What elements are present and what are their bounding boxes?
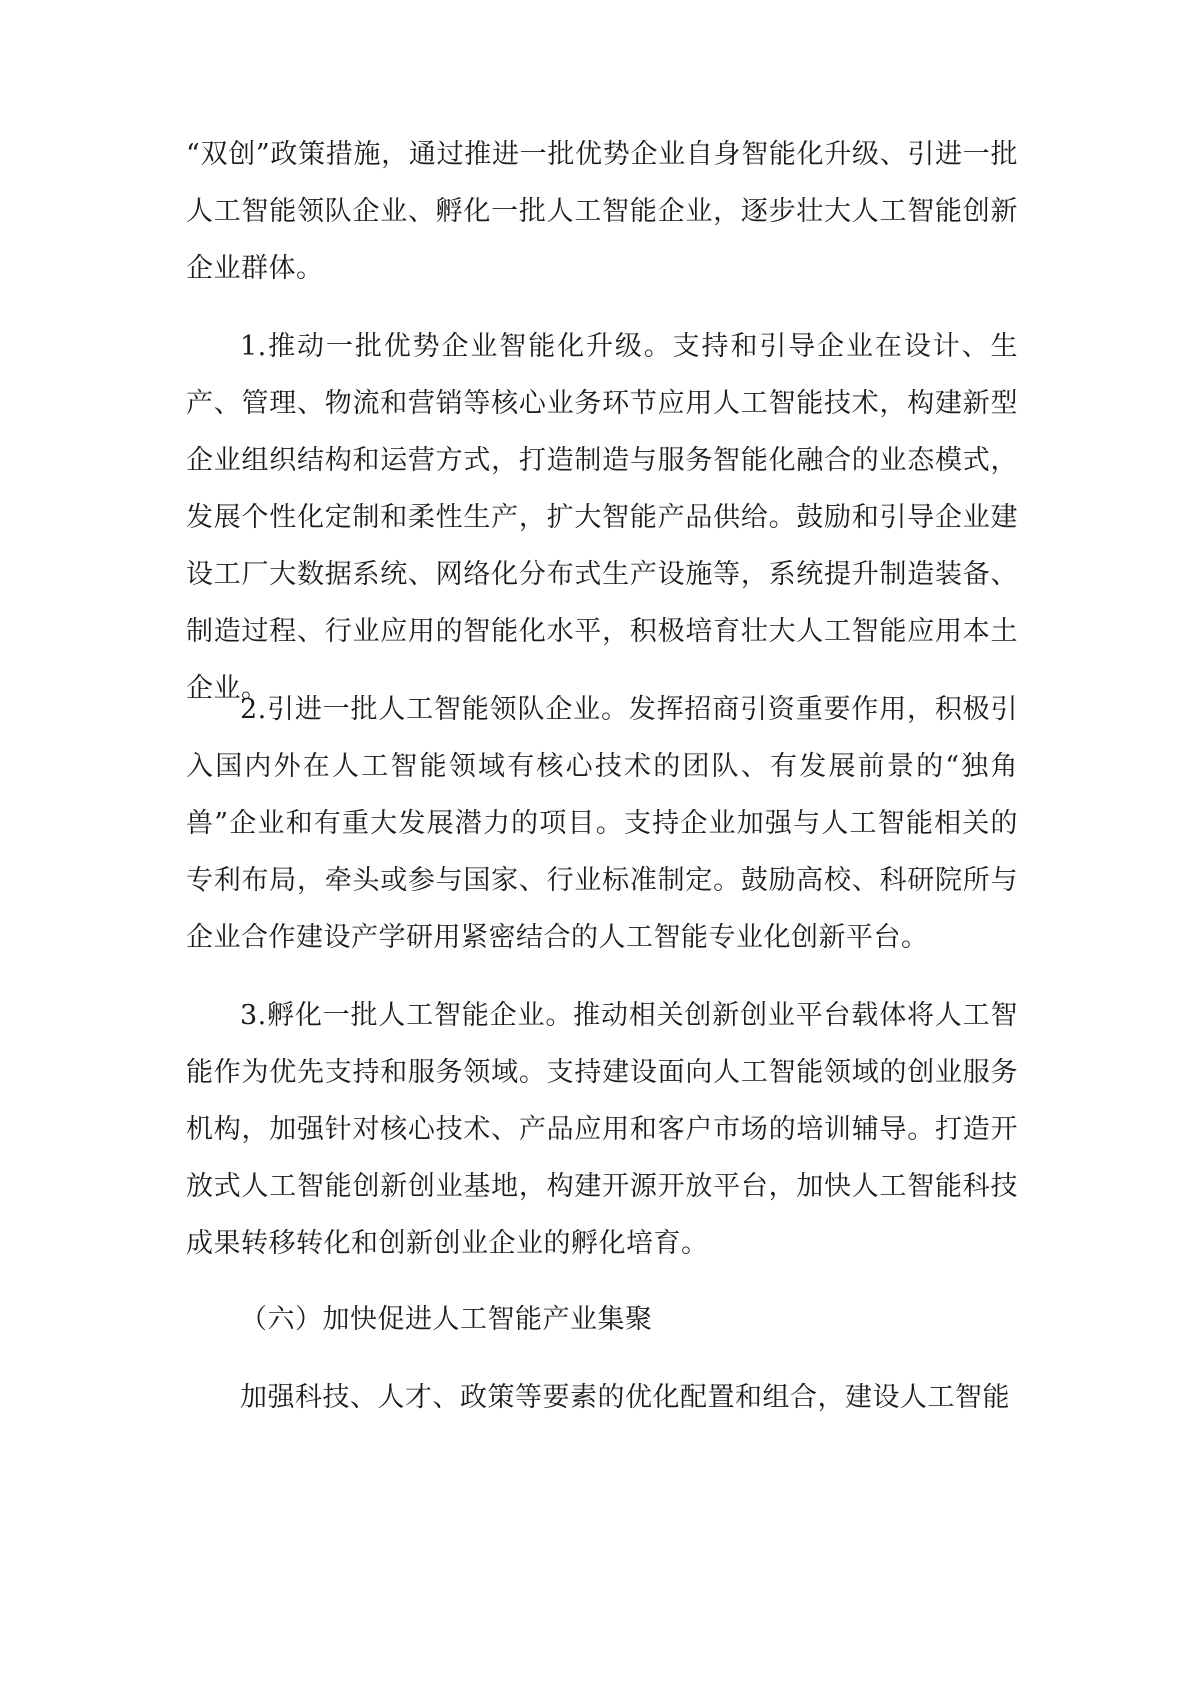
paragraph-continuation: “双创”政策措施，通过推进一批优势企业自身智能化升级、引进一批人工智能领队企业、孵化一批人工智能企业，逐步壮大人工智能创新企业群体。 [186,139,1018,284]
paragraph-item-3: 3.孵化一批人工智能企业。推动相关创新创业平台载体将人工智能作为优先支持和服务领域。支持建设面向人工智能领域的创业服务机构，加强针对核心技术、产品应用和客户市场的培训辅导。打造开放式人工智能创新创业基地，构建开源开放平台，加快人工智能科技成果转移转化和创新创业企业的孵化培育。 [186,1000,1018,1259]
paragraph-item-2: 2.引进一批人工智能领队企业。发挥招商引资重要作用，积极引入国内外在人工智能领域有核心技术的团队、有发展前景的“独角兽”企业和有重大发展潜力的项目。支持企业加强与人工智能相关的专利布局，牵头或参与国家、行业标准制定。鼓励高校、科研院所与企业合作建设产学研用紧密结合的人工智能专业化创新平台。 [186,694,1018,953]
paragraph-item-1: 1.推动一批优势企业智能化升级。支持和引导企业在设计、生产、管理、物流和营销等核心业务环节应用人工智能技术，构建新型企业组织结构和运营方式，打造制造与服务智能化融合的业态模式，发展个性化定制和柔性生产，扩大智能产品供给。鼓励和引导企业建设工厂大数据系统、网络化分布式生产设施等，系统提升制造装备、制造过程、行业应用的智能化水平，积极培育壮大人工智能应用本土企业。 [186,331,1018,704]
paragraph-section-intro: 加强科技、人才、政策等要素的优化配置和组合，建设人工智能 [240,1382,1010,1413]
section-heading: （六）加快促进人工智能产业集聚 [240,1304,653,1335]
